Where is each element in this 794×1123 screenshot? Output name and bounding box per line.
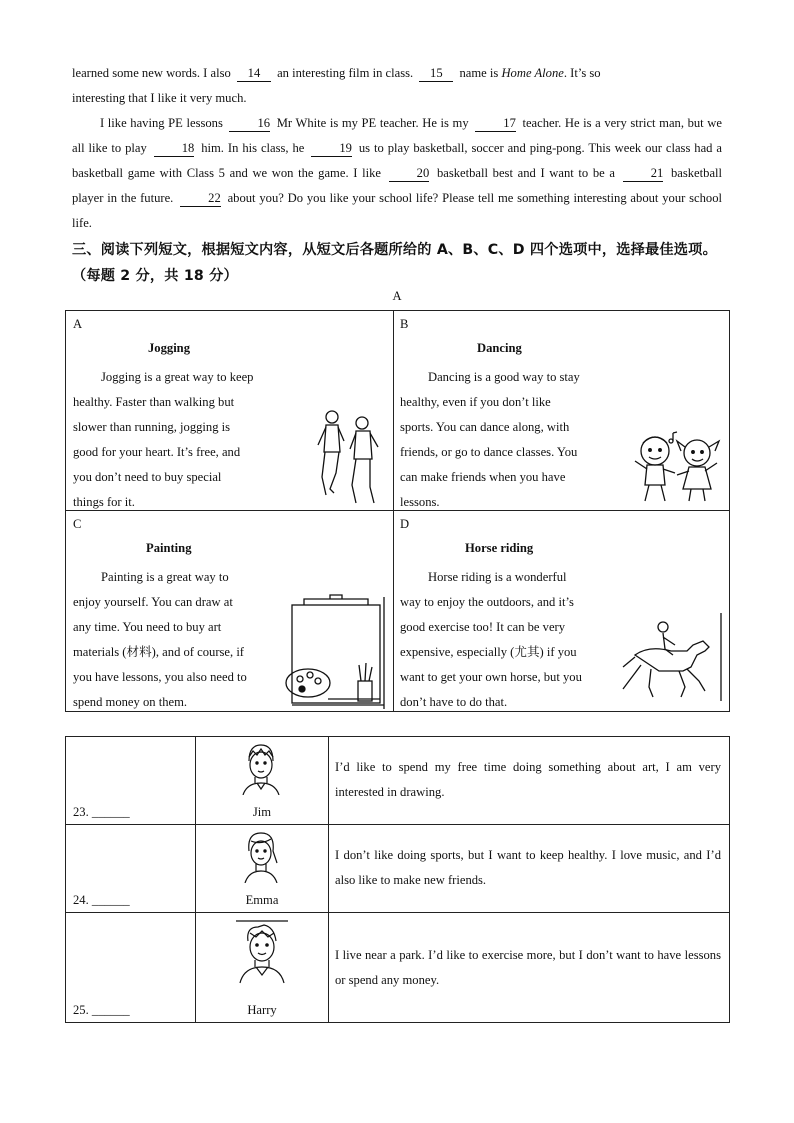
passage-text: learned some new words. I also (72, 66, 231, 80)
answer-blank-24[interactable]: 24. ______ (73, 893, 130, 907)
passage-paragraph-1 (72, 61, 722, 236)
person-name: Emma (245, 893, 279, 907)
passage-text: an interesting film in class. (277, 66, 414, 80)
person-statement: I don’t like doing sports, but I want to keep healthy. I love music, and I’d also like to make new friends. (329, 825, 730, 913)
joggers-illustration (312, 407, 384, 509)
ad-line: spend money on them. (73, 695, 188, 709)
passage-text: us to play basketball, soccer and ping-pong. This week our class had a basketball game with Class 5 and we won the game. I like (72, 141, 722, 180)
blank-18[interactable]: 18 (154, 141, 195, 157)
ad-cell-a (66, 311, 394, 511)
ad-line: good for your heart. It’s free, and (73, 445, 241, 459)
table-row (66, 913, 730, 1023)
person-cell (196, 913, 329, 1023)
ad-line: don’t have to do that. (400, 695, 508, 709)
ad-letter: C (73, 517, 82, 531)
table-row (66, 737, 730, 825)
ad-letter: B (400, 317, 409, 331)
ad-body (400, 565, 615, 715)
ad-line: enjoy yourself. You can draw at (73, 595, 233, 609)
ad-line: Jogging is a great way to keep (101, 370, 254, 384)
ad-cell-b (393, 311, 729, 511)
ad-title: Dancing (477, 341, 522, 355)
ad-line: you have lessons, you also need to (73, 670, 247, 684)
ad-line: good exercise too! It can be very (400, 620, 566, 634)
blank-17[interactable]: 17 (475, 116, 516, 132)
horse-rider-illustration (619, 611, 723, 701)
passage-text: I like having PE lessons (100, 116, 223, 130)
person-cell (196, 825, 329, 913)
passage-paragraph-2 (72, 111, 722, 236)
blank-20[interactable]: 20 (389, 166, 430, 182)
passage-text: him. In his class, he (201, 141, 305, 155)
passage-text: basketball player in the future. (72, 166, 723, 205)
blank-14[interactable]: 14 (237, 66, 271, 82)
passage-text: . It’s so (563, 66, 601, 80)
ad-title: Jogging (148, 341, 190, 355)
ad-line: you don’t need to buy special (73, 470, 222, 484)
table-row (66, 825, 730, 913)
ad-line: lessons. (400, 495, 440, 509)
ad-title: Painting (146, 541, 192, 555)
ad-line: Painting is a great way to (101, 570, 229, 584)
person-statement: I live near a park. I’d like to exercise more, but I don’t want to have lessons or spend any money. (329, 913, 730, 1023)
ad-letter: D (400, 517, 410, 531)
ad-line: slower than running, jogging is (73, 420, 231, 434)
easel-palette-illustration (284, 593, 388, 709)
ad-line: friends, or go to dance classes. You (400, 445, 578, 459)
boy-portrait-icon (239, 741, 283, 795)
question-cell (66, 913, 196, 1023)
question-cell (66, 737, 196, 825)
blank-21[interactable]: 21 (623, 166, 664, 182)
answer-blank-25[interactable]: 25. ______ (73, 1003, 130, 1017)
passage-text: about you? Do you like your school life? Please tell me something interesting about your school life. (72, 191, 723, 230)
ad-cell-c (66, 511, 394, 711)
person-name: Harry (247, 1003, 277, 1017)
ad-body (73, 565, 283, 715)
activities-grid (65, 310, 730, 712)
passage-text: teacher. He is a very strict man, but we all like to play (72, 116, 722, 155)
ad-line: Dancing is a good way to stay (428, 370, 580, 384)
blank-22[interactable]: 22 (180, 191, 221, 207)
part-label: A (392, 289, 402, 303)
ad-line: things for it. (73, 495, 135, 509)
section-heading: 三、阅读下列短文，根据短文内容，从短文后各题所给的 A、B、C、D 四个选项中，选择最佳选项。（每题 2 分，共 18 分） (72, 242, 717, 284)
person-statement: I’d like to spend my free time doing something about art, I am very interested in drawing. (329, 737, 730, 825)
matching-table (65, 736, 730, 1023)
answer-blank-23[interactable]: 23. ______ (73, 805, 130, 819)
passage-text: basketball best and I want to be a (436, 166, 616, 180)
ad-line: expensive, especially (尤其) if you (400, 645, 577, 659)
ad-body (400, 365, 610, 515)
blank-19[interactable]: 19 (311, 141, 352, 157)
boy-portrait-icon (234, 919, 290, 985)
ad-line: Horse riding is a wonderful (428, 570, 567, 584)
girl-portrait-icon (239, 829, 283, 883)
blank-15[interactable]: 15 (419, 66, 453, 82)
ad-line: want to get your own horse, but you (400, 670, 582, 684)
ad-line: materials (材料), and of course, if (73, 645, 245, 659)
ad-body (73, 365, 283, 515)
ad-cell-d (393, 511, 729, 711)
person-name: Jim (252, 805, 272, 819)
passage-text: Mr White is my PE teacher. He is my (276, 116, 469, 130)
ad-line: healthy, even if you don’t like (400, 395, 551, 409)
question-cell (66, 825, 196, 913)
dancing-kids-illustration (631, 429, 723, 505)
passage-text: name is (459, 66, 499, 80)
ad-line: healthy. Faster than walking but (73, 395, 235, 409)
ad-title: Horse riding (465, 541, 534, 555)
person-cell (196, 737, 329, 825)
ad-line: can make friends when you have (400, 470, 566, 484)
ad-line: any time. You need to buy art (73, 620, 222, 634)
ad-line: sports. You can dance along, with (400, 420, 570, 434)
blank-16[interactable]: 16 (229, 116, 270, 132)
passage-text: interesting that I like it very much. (72, 91, 247, 105)
film-title: Home Alone (501, 66, 564, 80)
ad-line: way to enjoy the outdoors, and it’s (400, 595, 574, 609)
ad-letter: A (73, 317, 83, 331)
